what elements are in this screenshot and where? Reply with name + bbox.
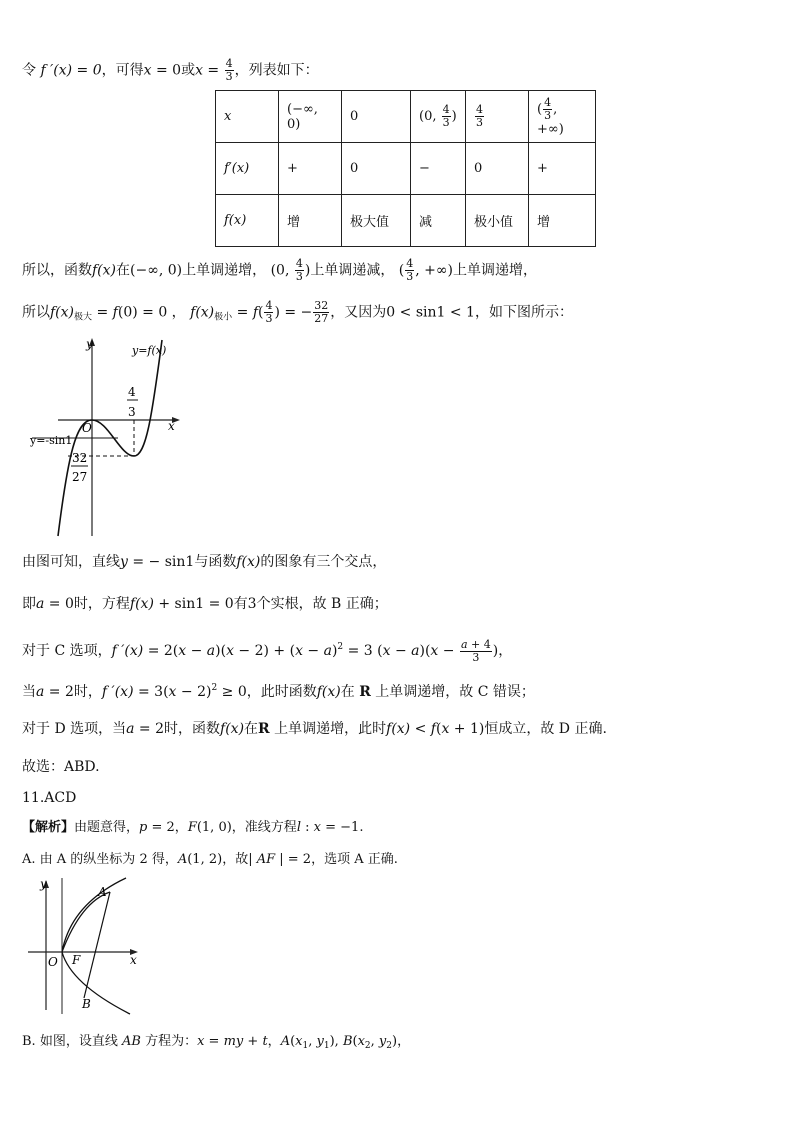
subscript: 极小 xyxy=(214,312,233,323)
text: 上单调递增， xyxy=(453,262,538,279)
extrema-line: 所以$f(x)_{极大} = f(0) = 0$ ， $f(x)_{极小} = f$( $\frac{4}{3}$ ) = − $\frac{32}{27}$ ，又因为0 < sin1 < 1，如下图所示： xyxy=(22,299,573,325)
text: 上单调递增，此时 xyxy=(274,721,387,737)
math: x xyxy=(143,62,152,79)
label-y: y xyxy=(40,877,47,891)
monotonic-line: 所以，函数f(x)在(−∞, 0)上单调递增， (0, $\frac{4}{3}$ )上单调递减， ( $\frac{4}{3}$ , +∞)上单调递增， xyxy=(22,257,538,283)
table-row xyxy=(216,91,596,143)
table-cell: 0 xyxy=(342,143,411,195)
fraction: $\frac{4}{3}$ xyxy=(225,57,233,83)
table-cell: 减 xyxy=(411,195,466,247)
chord-AB xyxy=(84,892,110,998)
text: 上单调递减， xyxy=(310,262,395,279)
text: 上单调递增，故 C 错误； xyxy=(375,684,535,700)
text: 时，方程 xyxy=(73,596,130,612)
label-origin: O xyxy=(82,421,92,435)
label-O: O xyxy=(48,955,58,969)
text: B. 如图，设直线 xyxy=(22,1034,118,1049)
cubic-graph xyxy=(28,336,188,542)
text: ，可得 xyxy=(101,62,144,79)
text: 在 xyxy=(244,721,259,737)
text: ， xyxy=(267,1034,281,1049)
label-y: y xyxy=(86,337,93,351)
label-x: x xyxy=(168,419,175,433)
table-cell: 0 xyxy=(466,143,529,195)
text: ，准线方程 xyxy=(231,820,297,835)
option-b: B. 如图，设直线 AB 方程为：x = my + t，$A(x_1$, $y_1$), $B(x_2$, $y_2$)， xyxy=(22,1034,411,1051)
bold-R: R xyxy=(258,721,270,737)
text: 所以，函数 xyxy=(22,262,92,279)
table-cell: 极小值 xyxy=(466,195,529,247)
analysis-tag: 【解析】 xyxy=(22,820,75,835)
text: ， xyxy=(174,820,188,835)
text: 时，函数 xyxy=(164,721,221,737)
label-A: A xyxy=(98,885,107,899)
fraction: $\frac{4}{3}$ xyxy=(295,257,303,283)
text: ，故 xyxy=(222,852,249,867)
table-cell: − xyxy=(411,143,466,195)
table-cell: 增 xyxy=(279,195,342,247)
label-curve: y=f(x) xyxy=(132,344,167,357)
label-B: B xyxy=(82,997,91,1011)
text: 当 xyxy=(22,684,36,700)
math: f(x) xyxy=(92,262,117,279)
math: x xyxy=(195,62,203,79)
fraction: $\frac{4}{3}$ xyxy=(406,257,414,283)
bold-R: R xyxy=(359,684,371,700)
text: 上单调递增， xyxy=(182,262,267,279)
table-cell: ( $\frac{4}{3}$ , +∞) xyxy=(529,91,596,143)
label-3: 3 xyxy=(128,405,136,419)
p1: 由图可知，直线y = − sin1与函数f(x)的图象有三个交点， xyxy=(22,554,387,570)
table-cell: + xyxy=(279,143,342,195)
table-cell: f(x) xyxy=(216,195,279,247)
text: 对于 C 选项， xyxy=(22,643,112,659)
label-32: 32 xyxy=(72,451,88,465)
table-cell: (−∞, 0) xyxy=(279,91,342,143)
sign-table xyxy=(215,90,596,247)
parabola-graph xyxy=(26,874,156,1016)
intro-line: 令 f ′(x) = 0，可得x = 0或x = $\frac{4}{3}$ ，列表如下： xyxy=(22,57,319,83)
label-F: F xyxy=(72,953,81,967)
text: 或 xyxy=(181,62,196,79)
text: 在 xyxy=(116,262,131,279)
p3: 对于 C 选项，f $'(x) = 2(x - a)(x - 2) + (x - a)^2 = 3$ (x − a)(x − $\frac{a + 4}{3}$ )， xyxy=(22,637,513,664)
parabola xyxy=(62,878,130,1014)
text: A. 由 A 的纵坐标为 2 得， xyxy=(22,852,178,867)
text: ，又因为 xyxy=(330,304,387,321)
table-cell: x xyxy=(216,91,279,143)
text: ， xyxy=(397,1034,411,1049)
option-a: A. 由 A 的纵坐标为 2 得，A(1, 2)，故| AF | = 2，选项 A 正确. xyxy=(22,852,398,867)
subscript: 极大 xyxy=(74,312,93,323)
text: 时， xyxy=(73,684,102,700)
math: f ′(x) = 0 xyxy=(40,62,102,79)
text: 由题意得， xyxy=(74,820,140,835)
table-cell: + xyxy=(529,143,596,195)
table-cell: 增 xyxy=(529,195,596,247)
text: 与函数 xyxy=(194,554,237,570)
table-row xyxy=(216,143,596,195)
text: 由图可知，直线 xyxy=(22,554,120,570)
analysis-line: 【解析】由题意得，p = 2，F(1, 0)，准线方程l : x = −1. xyxy=(22,820,364,835)
text: 恒成立，故 D 正确. xyxy=(484,721,607,737)
text: 在 xyxy=(340,684,355,700)
text: 即 xyxy=(22,596,36,612)
label-27: 27 xyxy=(72,470,88,484)
table-cell: (0, $\frac{4}{3}$ ) xyxy=(411,91,466,143)
table-row xyxy=(216,195,596,247)
text: ，如下图所示： xyxy=(474,304,573,321)
p5: 对于 D 选项，当a = 2时，函数f(x)在R 上单调递增，此时f(x) < f(x + 1)恒成立，故 D 正确. xyxy=(22,721,607,737)
text: 方程为： xyxy=(145,1034,198,1049)
text: 令 xyxy=(22,62,36,79)
text: ，列表如下： xyxy=(234,62,319,79)
p4: 当a = 2时，f $'(x) = 3(x - 2)^2 \ge 0$，此时函数f(x)在 R 上单调递增，故 C 错误； xyxy=(22,683,535,700)
answer-choice: 故选：ABD. xyxy=(22,759,100,775)
table-cell: f′(x) xyxy=(216,143,279,195)
table-cell: $\frac{4}{3}$ xyxy=(466,91,529,143)
text: 对于 D 选项，当 xyxy=(22,721,127,737)
label-sin-line: y=-sin1 xyxy=(30,434,73,447)
text: ，此时函数 xyxy=(246,684,317,700)
text: 所以 xyxy=(22,304,50,321)
text: 有3个实根，故 B 正确； xyxy=(233,596,388,612)
table-cell: 极大值 xyxy=(342,195,411,247)
label-4: 4 xyxy=(128,385,136,399)
math: AB xyxy=(121,1034,141,1049)
label-x: x xyxy=(130,953,137,967)
text: . xyxy=(359,820,364,835)
question-11: 11.ACD xyxy=(22,790,77,806)
table-cell: 0 xyxy=(342,91,411,143)
p2: 即a = 0时，方程f(x) + sin1 = 0有3个实根，故 B 正确； xyxy=(22,596,388,612)
text: 的图象有三个交点， xyxy=(260,554,387,570)
text: ，选项 A 正确. xyxy=(311,852,398,867)
